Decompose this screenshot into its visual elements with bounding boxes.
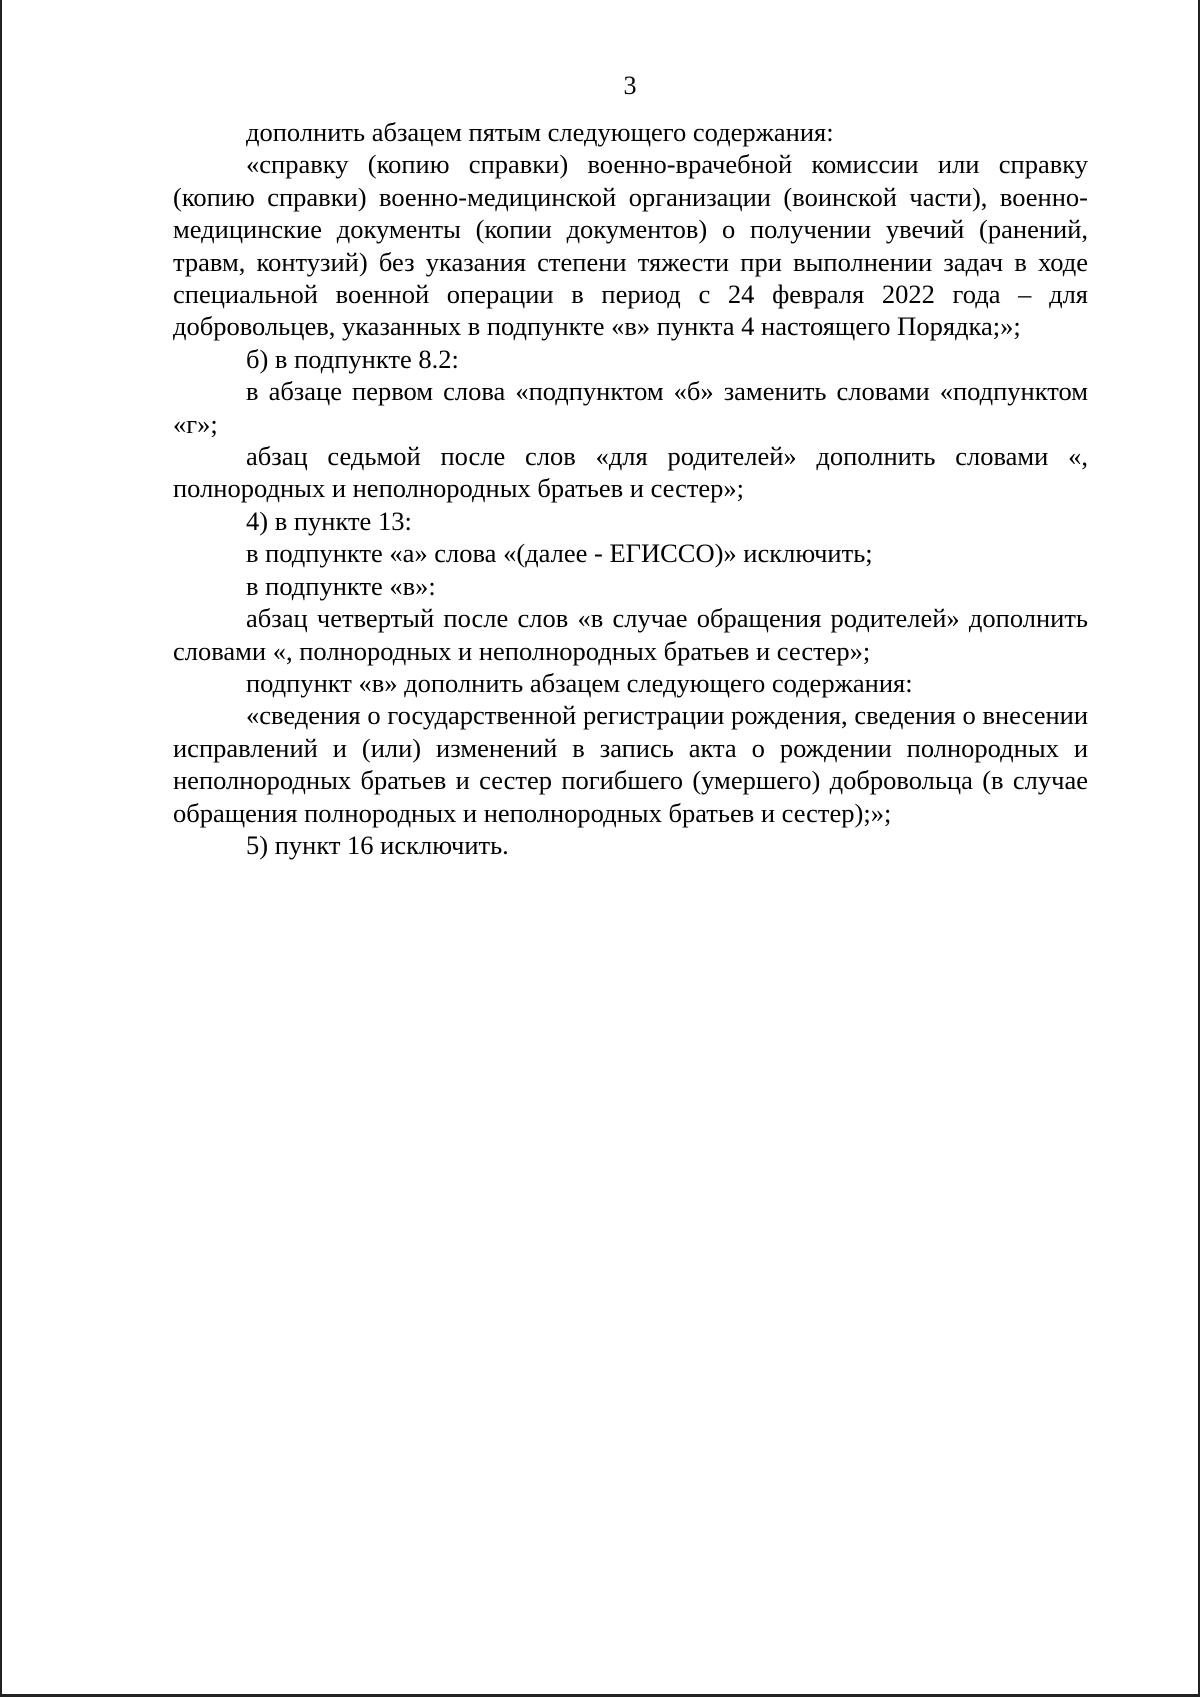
paragraph: б) в подпункте 8.2: xyxy=(246,343,459,374)
paragraph: «сведения о государственной регистрации рождения, сведения о внесении исправлений и (или) изменений в запись акта о рождении полнородных и неполнородных братьев и сестер погибшего (умершего) добровольца (в случае обращения полнородных и неполнородных братьев и сестер);»; xyxy=(173,700,1088,828)
paragraph: «справку (копию справки) военно-врачебной комиссии или справку (копию справки) военно-медицинской организации (воинской части), военно-медицинские документы (копии документов) о получении увечий (ранений, травм, контузий) без указания степени тяжести при выполнении задач в ходе специальной военной операции в период с 24 февраля 2022 года – для добровольцев, указанных в подпункте «в» пункта 4 настоящего Порядка;»; xyxy=(173,149,1088,342)
paragraph: 4) в пункте 13: xyxy=(246,505,412,536)
paragraph: дополнить абзацем пятым следующего содержания: xyxy=(246,117,834,147)
paragraph: абзац четвертый после слов «в случае обращения родителей» дополнить словами «, полнородных и неполнородных братьев и сестер»; xyxy=(173,603,1088,666)
paragraph: в подпункте «а» слова «(далее - ЕГИССО)» исключить; xyxy=(246,538,873,569)
paragraph: абзац седьмой после слов «для родителей» дополнить словами «, полнородных и неполнородных братьев и сестер»; xyxy=(173,441,1088,504)
scan-border-left xyxy=(0,0,2,1697)
document-body xyxy=(173,116,1088,861)
paragraph: подпункт «в» дополнить абзацем следующего содержания: xyxy=(246,667,913,698)
paragraph: 5) пункт 16 исключить. xyxy=(246,829,509,860)
paragraph: в абзаце первом слова «подпунктом «б» заменить словами «подпунктом «г»; xyxy=(173,376,1088,439)
paragraph: в подпункте «в»: xyxy=(246,570,436,601)
page-number: 3 xyxy=(623,71,637,100)
